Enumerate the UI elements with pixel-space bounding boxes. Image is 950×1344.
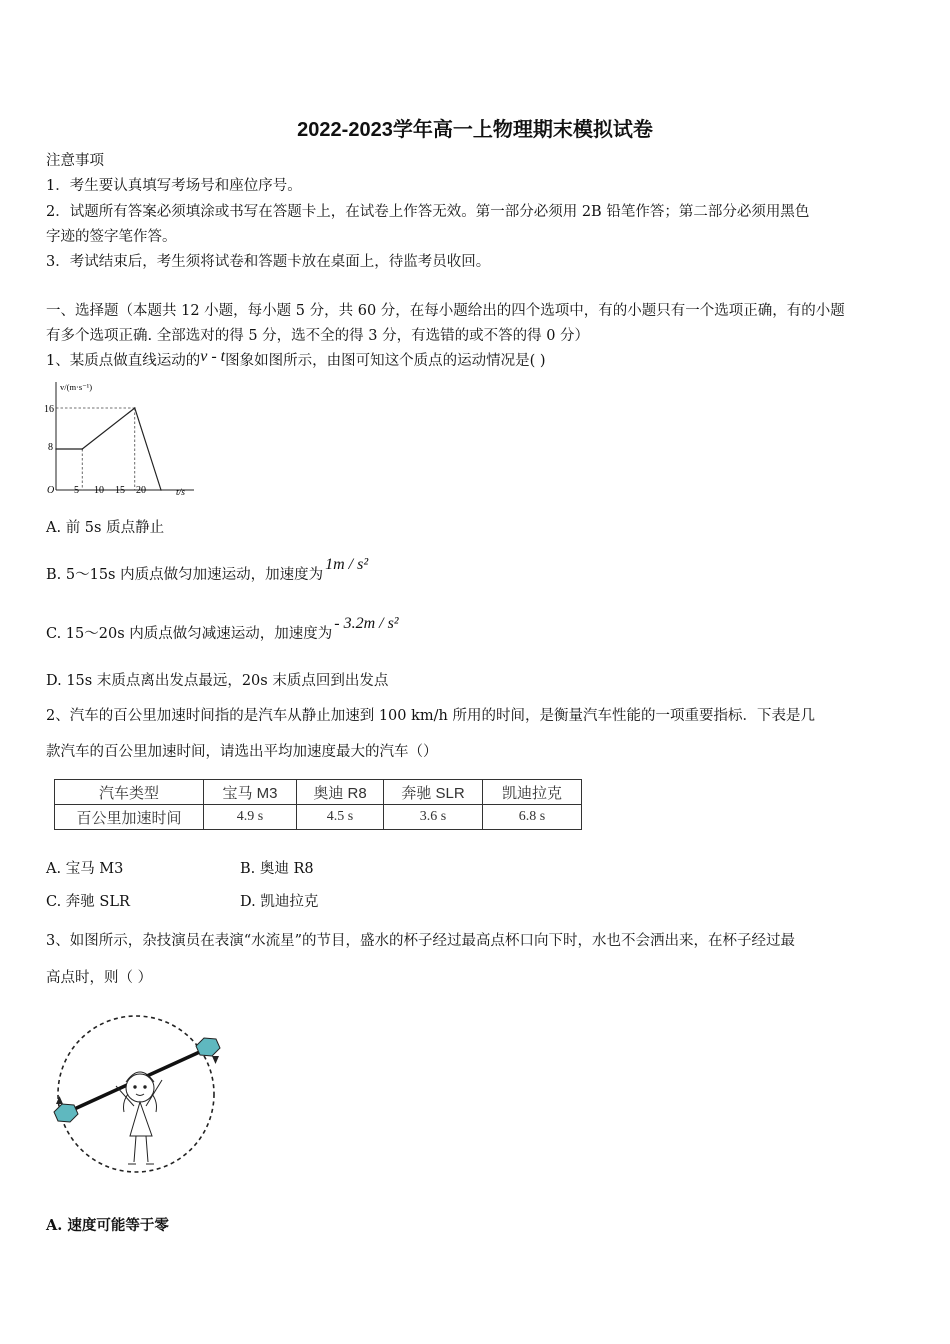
q1-option-c	[46, 615, 399, 643]
q2-stem-line-1: 2、汽车的百公里加速时间指的是汽车从静止加速到 100 km/h 所用的时间，是衡量汽车性能的一项重要指标．下表是几	[46, 708, 815, 724]
table-header-cell: 凯迪拉克	[483, 780, 582, 805]
x-tick-5: 5	[74, 485, 79, 496]
table-cell: 4.5 s	[297, 805, 384, 830]
q1-option-d: D. 15s 末质点离出发点最远，20s 末质点回到出发点	[46, 673, 389, 689]
notice-item-3: 3．考试结束后，考生须将试卷和答题卡放在桌面上，待监考员收回。	[46, 254, 491, 270]
y-axis-label: v/(m·s⁻¹)	[60, 382, 93, 392]
q2-stem-line-2: 款汽车的百公里加速时间，请选出平均加速度最大的汽车（）	[46, 744, 438, 760]
q1-vt-graph	[44, 378, 200, 500]
q1-stem-after: 图象如图所示，由图可知这个质点的运动情况是( )	[225, 353, 546, 369]
table-cell: 4.9 s	[204, 805, 297, 830]
table-header-cell: 奔驰 SLR	[384, 780, 483, 805]
q2-option-a: A. 宝马 M3	[46, 861, 124, 877]
page-title: 2022-2023学年高一上物理期末模拟试卷	[297, 119, 653, 141]
arrow-left-icon	[56, 1096, 63, 1104]
table-cell: 百公里加速时间	[55, 805, 204, 830]
notice-heading: 注意事项	[46, 153, 104, 169]
q1-stem	[46, 348, 546, 370]
table-cell: 3.6 s	[384, 805, 483, 830]
table-header-row	[55, 780, 582, 805]
q1-option-b-text: B. 5～15s 内质点做匀加速运动，加速度为	[46, 567, 324, 583]
q3-stem-line-1: 3、如图所示，杂技演员在表演“水流星”的节目，盛水的杯子经过最高点杯口向下时，水也不会洒出来，在杯子经过最	[46, 933, 796, 949]
x-tick-15: 15	[115, 485, 125, 496]
table-cell: 6.8 s	[483, 805, 582, 830]
x-tick-10: 10	[94, 485, 104, 496]
acceleration-table	[54, 779, 582, 830]
x-axis-label: t/s	[176, 488, 185, 498]
q2-option-b: B. 奥迪 R8	[240, 861, 314, 877]
q1-stem-before: 1、某质点做直线运动的	[46, 353, 201, 369]
table-header-cell: 宝马 M3	[204, 780, 297, 805]
notice-item-2-line-2: 字迹的签字笔作答。	[46, 229, 177, 245]
notice-item-2-line-1: 2．试题所有答案必须填涂或书写在答题卡上，在试卷上作答无效。第一部分必须用 2B 铅笔作答；第二部分必须用黑色	[46, 204, 810, 220]
q1-option-c-math: - 3.2m / s²	[334, 615, 399, 632]
velocity-series-line	[56, 408, 161, 490]
origin-label: O	[47, 485, 55, 496]
table-row	[55, 805, 582, 830]
q2-option-c: C. 奔驰 SLR	[46, 894, 130, 910]
q1-option-b-math: 1m / s²	[325, 556, 369, 573]
q3-option-a: A. 速度可能等于零	[46, 1217, 169, 1234]
q1-option-a: A. 前 5s 质点静止	[46, 520, 165, 536]
y-tick-8: 8	[48, 442, 53, 453]
table-header-cell: 奥迪 R8	[297, 780, 384, 805]
q2-option-d: D. 凯迪拉克	[240, 894, 319, 910]
water-meteor-illustration	[44, 1008, 228, 1176]
table-header-cell: 汽车类型	[55, 780, 204, 805]
section-instructions-line-1: 一、选择题（本题共 12 小题，每小题 5 分，共 60 分，在每小题给出的四个选项中，有的小题只有一个选项正确，有的小题	[46, 303, 845, 319]
q1-option-b	[46, 556, 369, 584]
y-tick-16: 16	[44, 404, 54, 415]
q1-stem-math: v - t	[200, 348, 226, 365]
x-tick-20: 20	[136, 485, 146, 496]
section-instructions-line-2: 有多个选项正确. 全部选对的得 5 分，选不全的得 3 分，有选错的或不答的得 0 分）	[46, 328, 590, 344]
cup-bottom	[54, 1104, 78, 1122]
arrow-right-icon	[212, 1056, 219, 1064]
q1-option-c-text: C. 15～20s 内质点做匀减速运动，加速度为	[46, 626, 333, 642]
q3-stem-line-2: 高点时，则（ ）	[46, 970, 153, 986]
notice-item-1: 1．考生要认真填写考场号和座位序号。	[46, 178, 302, 194]
cup-top	[196, 1038, 220, 1056]
